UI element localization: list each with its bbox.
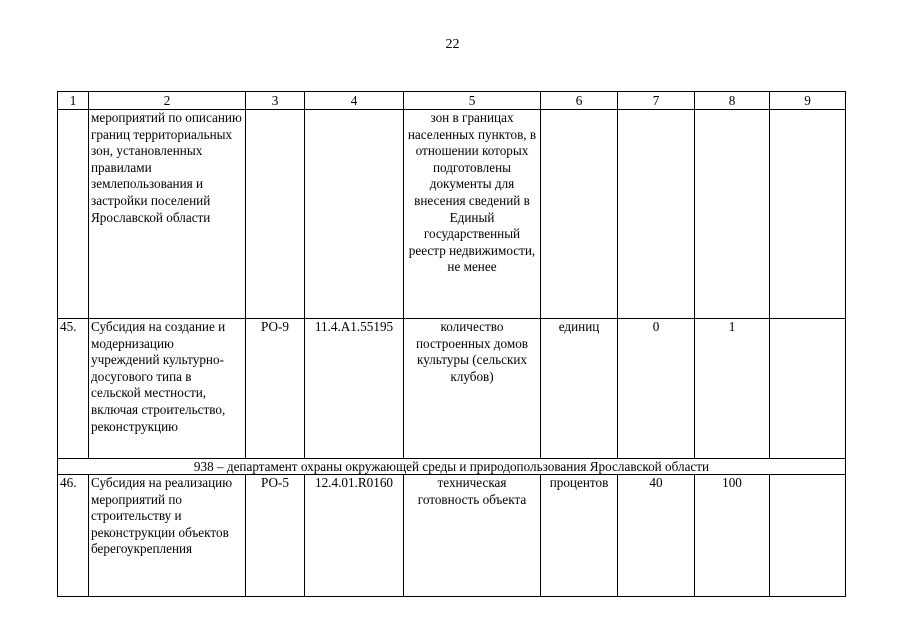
row-number: 45.: [58, 319, 89, 459]
section-header-row: [58, 459, 846, 475]
table-header-row: [58, 92, 846, 110]
section-title: 938 – департамент охраны окружающей среды и природопользования Ярославской области: [58, 459, 846, 475]
row-number: [58, 110, 89, 319]
budget-code: [305, 110, 404, 319]
value-col8: [695, 110, 770, 319]
indicator-name: зон в границах населенных пунктов, в отношении которых подготовлены документы для внесения сведений в Единый государственный реестр недвижимости, не менее: [404, 110, 541, 319]
measure-name: мероприятий по описанию границ территориальных зон, установленных правилами землепользования и застройки поселений Ярославской области: [89, 110, 246, 319]
column-header: 5: [404, 92, 541, 110]
value-col9: [770, 110, 846, 319]
unit: процентов: [541, 475, 618, 597]
column-header: 2: [89, 92, 246, 110]
measure-name: Субсидия на реализацию мероприятий по строительству и реконструкции объектов берегоукрепления: [89, 475, 246, 597]
column-header: 3: [246, 92, 305, 110]
indicator-name: количество построенных домов культуры (сельских клубов): [404, 319, 541, 459]
column-header: 4: [305, 92, 404, 110]
table-row: [58, 110, 846, 319]
budget-code: 11.4.А1.55195: [305, 319, 404, 459]
indicators-table: [57, 91, 846, 597]
value-col9: [770, 319, 846, 459]
column-header: 8: [695, 92, 770, 110]
column-header: 7: [618, 92, 695, 110]
program-code: [246, 110, 305, 319]
value-col7: 0: [618, 319, 695, 459]
program-code: РО-5: [246, 475, 305, 597]
value-col8: 100: [695, 475, 770, 597]
unit: единиц: [541, 319, 618, 459]
table-row: [58, 475, 846, 597]
measure-name: Субсидия на создание и модернизацию учреждений культурно-досугового типа в сельской местности, включая строительство, реконструкцию: [89, 319, 246, 459]
table-row: [58, 319, 846, 459]
value-col7: 40: [618, 475, 695, 597]
column-header: 6: [541, 92, 618, 110]
row-number: 46.: [58, 475, 89, 597]
value-col9: [770, 475, 846, 597]
value-col8: 1: [695, 319, 770, 459]
column-header: 9: [770, 92, 846, 110]
budget-code: 12.4.01.R0160: [305, 475, 404, 597]
program-code: РО-9: [246, 319, 305, 459]
unit: [541, 110, 618, 319]
value-col7: [618, 110, 695, 319]
page-number: 22: [445, 37, 460, 52]
indicator-name: техническая готовность объекта: [404, 475, 541, 597]
column-header: 1: [58, 92, 89, 110]
